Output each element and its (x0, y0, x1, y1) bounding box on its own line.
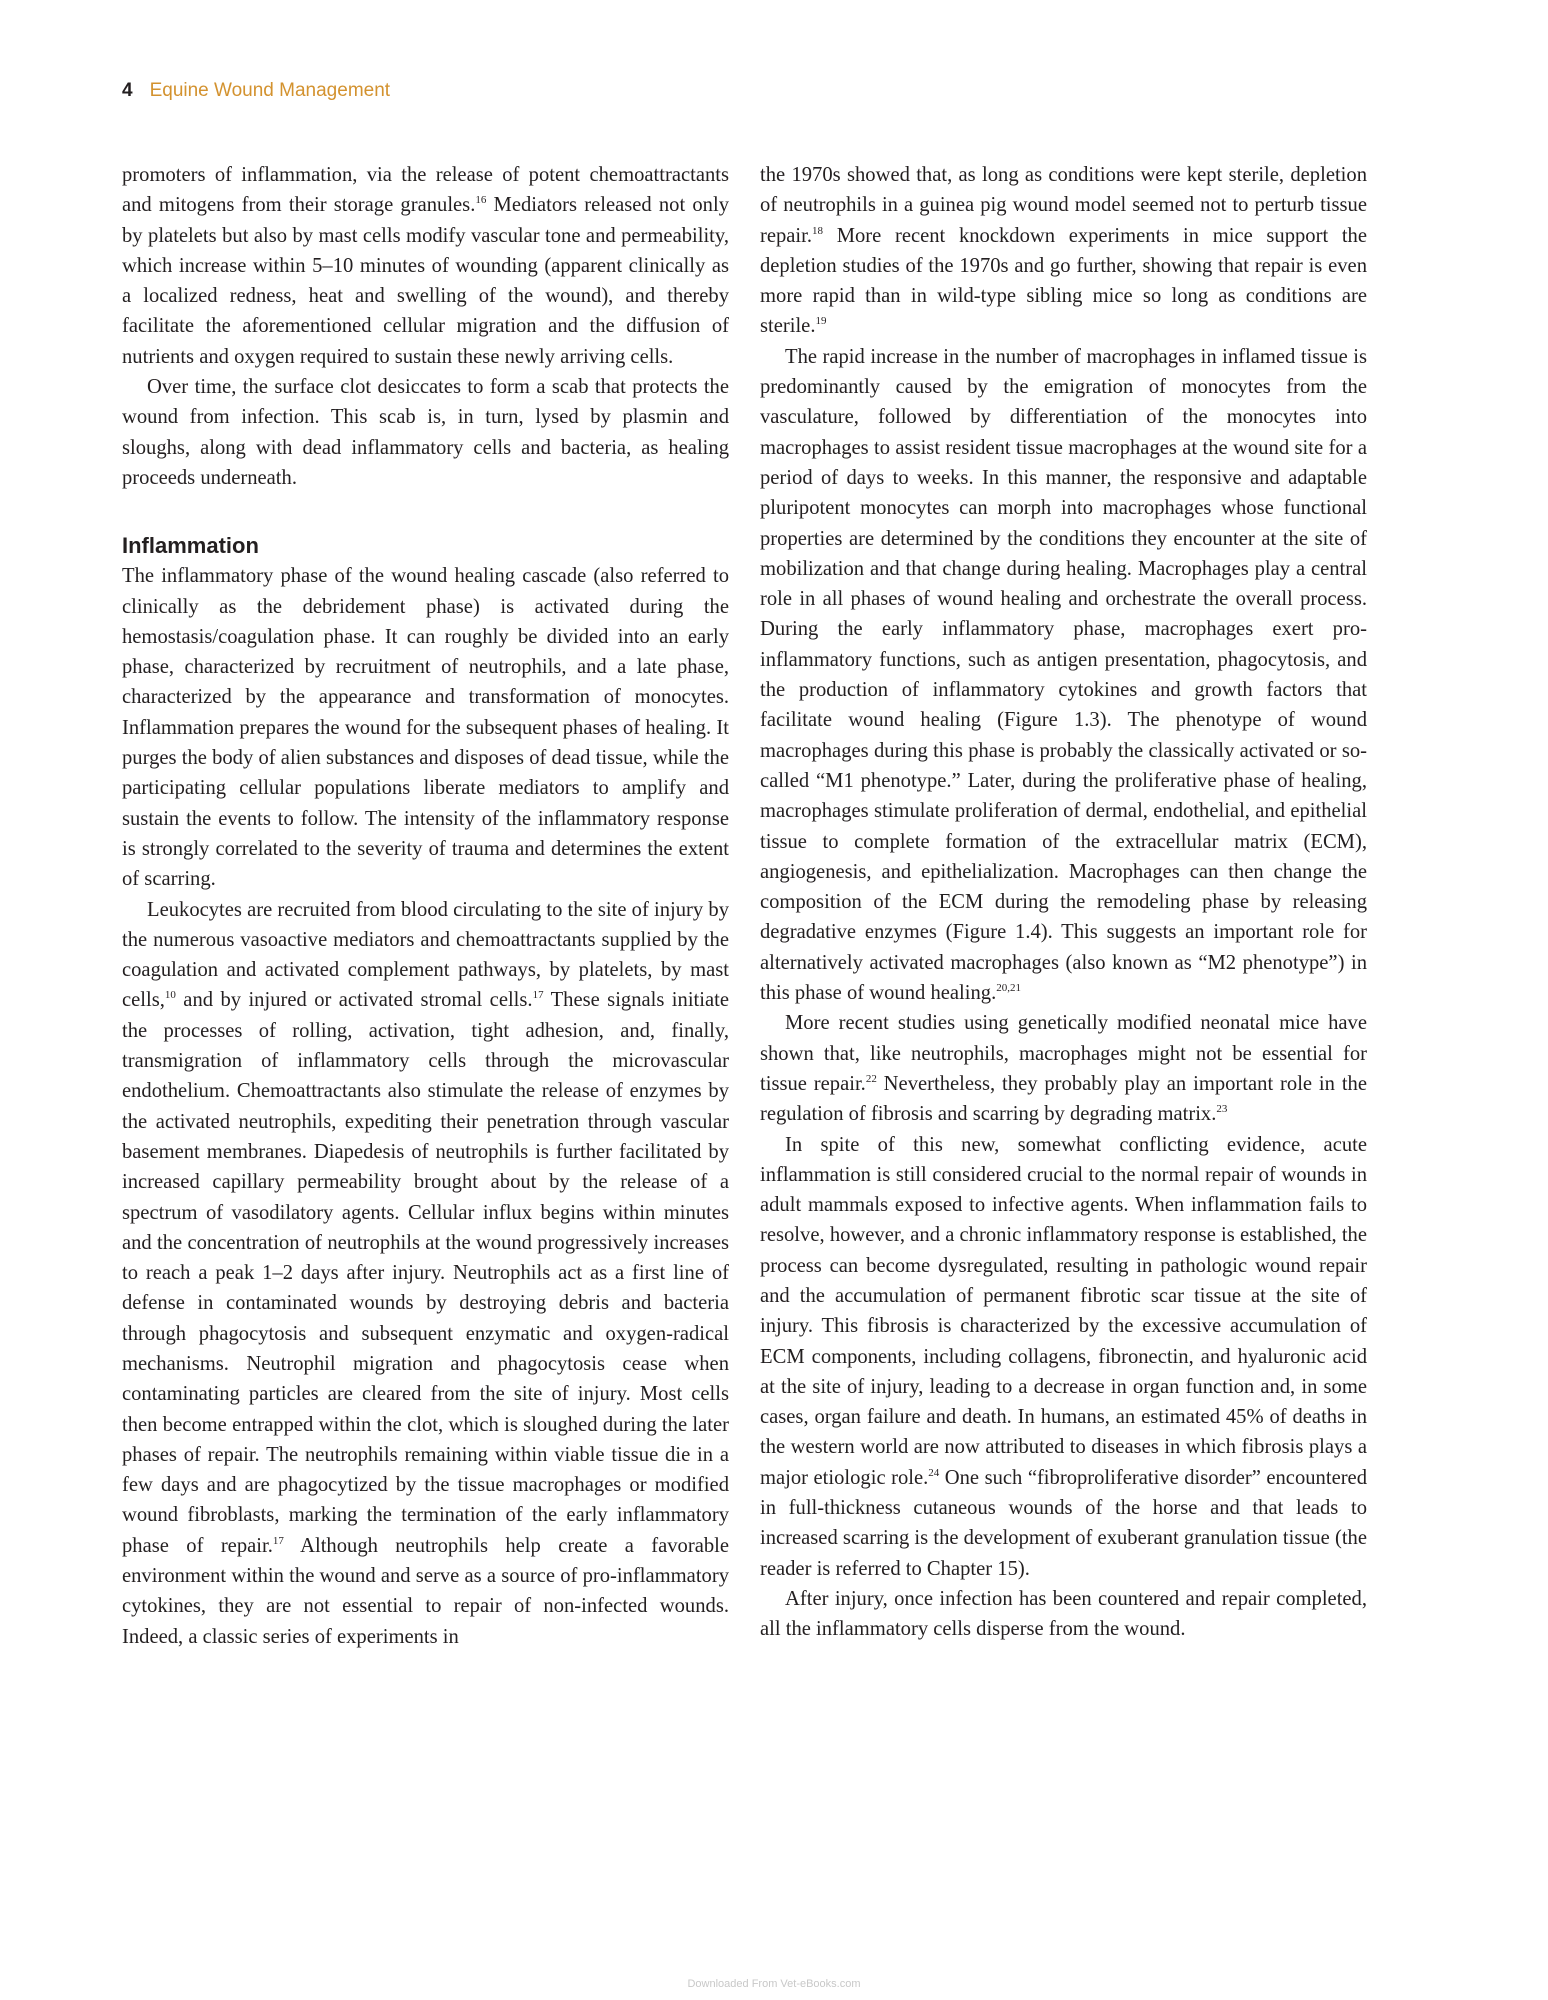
citation: 17 (532, 989, 544, 1002)
section-heading: Inflammation (122, 533, 259, 559)
paragraph: Leukocytes are recruited from blood circulating to the site of injury by the numerous vasoactive mediators and chemoattractants supplied by the coagulation and activated complement pathways, by platelets, by mast cells,$^{10}$ and by injured or activated stromal cells.$^{17}$ These signals initiate the processes of rolling, activation, tight adhesion, and, finally, transmigration of inflammatory cells through the microvascular endothelium. Chemoattractants also stimulate the release of enzymes by the activated neutrophils, expediting their penetration through vascular basement membranes. Diapedesis of neutrophils is further facilitated by increased capillary permeability brought about by the release of a spectrum of vasodilatory agents. Cellular influx begins within minutes and the concentration of neutrophils at the wound progressively increases to reach a peak 1–2 days after injury. Neutrophils act as a first line of defense in contaminated wounds by destroying debris and bacteria through phagocytosis and subsequent enzymatic and oxygen-radical mechanisms. Neutrophil migration and phagocytosis cease when contaminating particles are cleared from the site of injury. Most cells then become entrapped within the clot, which is sloughed during the later phases of repair. The neutrophils remaining within viable tissue die in a few days and are phagocytized by the tissue macrophages or modified wound fibroblasts, marking the termination of the early inflammatory phase of repair.$^{17}$ Although neutrophils help create a favorable environment within the wound and serve as a source of pro-inflammatory cytokines, they are not essential to repair of non-infected wounds. Indeed, a classic series of experiments in (122, 898, 730, 1648)
citation: 20,21 (996, 982, 1021, 995)
right-column (760, 160, 1367, 1645)
citation: 18 (812, 224, 824, 237)
paragraph: promoters of inflammation, via the release of potent chemoattractants and mitogens from their storage granules.$^{16}$ Mediators released not only by platelets but also by mast cells modify vascular tone and permeability, which increase within 5–10 minutes of wounding (apparent clinically as a localized redness, heat and swelling of the wound), and thereby facilitate the aforementioned cellular migration and the diffusion of nutrients and oxygen required to sustain these newly arriving cells. (122, 164, 729, 368)
running-header (122, 79, 390, 103)
paragraph: The rapid increase in the number of macrophages in inflamed tissue is predominantly caused by the emigration of monocytes from the vasculature, followed by differentiation of the monocytes into macrophages to assist resident tissue macrophages at the wound site for a period of days to weeks. In this manner, the responsive and adaptable pluripotent monocytes can morph into macrophages whose functional properties are determined by the conditions they encounter at the site of mobilization and that change during healing. Macrophages play a central role in all phases of wound healing and orchestrate the overall process. During the early inflammatory phase, macrophages exert pro-inflammatory functions, such as antigen presentation, phagocytosis, and the production of inflammatory cytokines and growth factors that facilitate wound healing (Figure 1.3). The phenotype of wound macrophages during this phase is probably the classically activated or so-called “M1 phenotype.” Later, during the proliferative phase of healing, macrophages stimulate proliferation of dermal, endothelial, and epithelial tissue to complete formation of the extracellular matrix (ECM), angiogenesis, and epithelialization. Macrophages can then change the composition of the ECM during the remodeling phase by releasing degradative enzymes (Figure 1.4). This suggests an important role for alternatively activated macrophages (also known as “M2 phenotype”) in this phase of wound healing.$^{20,21}$ (760, 345, 1367, 1005)
paragraph: More recent studies using genetically modified neonatal mice have shown that, like neutrophils, macrophages might not be essential for tissue repair.$^{22}$ Nevertheless, they probably play an important role in the regulation of fibrosis and scarring by degrading matrix.$^{23}$ (760, 1012, 1367, 1126)
download-watermark: Downloaded From Vet-eBooks.com (687, 1978, 861, 1990)
paragraph: Over time, the surface clot desiccates to form a scab that protects the wound from infection. This scab is, in turn, lysed by plasmin and sloughs, along with dead inflammatory cells and bacteria, as healing proceeds underneath. (122, 376, 729, 489)
citation: 10 (164, 989, 176, 1002)
citation: 17 (272, 1534, 284, 1547)
citation: 16 (475, 194, 487, 207)
citation: 22 (865, 1072, 877, 1085)
left-column (122, 160, 729, 1652)
citation: 23 (1216, 1103, 1228, 1116)
paragraph: the 1970s showed that, as long as conditions were kept sterile, depletion of neutrophils in a guinea pig wound model seemed not to perturb tissue repair.$^{18}$ More recent knockdown experiments in mice support the depletion studies of the 1970s and go further, showing that repair is even more rapid than in wild-type sibling mice so long as conditions are sterile.$^{19}$ (760, 164, 1367, 338)
paragraph: In spite of this new, somewhat conflicting evidence, acute inflammation is still considered crucial to the normal repair of wounds in adult mammals exposed to infective agents. When inflammation fails to resolve, however, and a chronic inflammatory response is established, the process can become dysregulated, resulting in pathologic wound repair and the accumulation of permanent fibrotic scar tissue at the site of injury. This fibrosis is characterized by the excessive accumulation of ECM components, including collagens, fibronectin, and hyaluronic acid at the site of injury, leading to a decrease in organ function and, in some cases, organ failure and death. In humans, an estimated 45% of deaths in the western world are now attributed to diseases in which fibrosis plays a major etiologic role.$^{24}$ One such “fibroproliferative disorder” encountered in full-thickness cutaneous wounds of the horse and that leads to increased scarring is the development of exuberant granulation tissue (the reader is referred to Chapter 15). (760, 1133, 1367, 1580)
page-number: 4 (122, 80, 133, 101)
citation: 19 (815, 315, 827, 328)
paragraph: After injury, once infection has been countered and repair completed, all the inflammatory cells disperse from the wound. (760, 1587, 1367, 1641)
citation: 24 (928, 1466, 940, 1479)
paragraph: The inflammatory phase of the wound healing cascade (also referred to clinically as the debridement phase) is activated during the hemostasis/coagulation phase. It can roughly be divided into an early phase, characterized by recruitment of neutrophils, and a late phase, characterized by the appearance and transformation of monocytes. Inflammation prepares the wound for the subsequent phases of healing. It purges the body of alien substances and disposes of dead tissue, while the participating cellular populations liberate mediators to amplify and sustain the events to follow. The intensity of the inflammatory response is strongly correlated to the severity of trauma and determines the extent of scarring. (122, 565, 729, 891)
book-title: Equine Wound Management (149, 80, 391, 101)
